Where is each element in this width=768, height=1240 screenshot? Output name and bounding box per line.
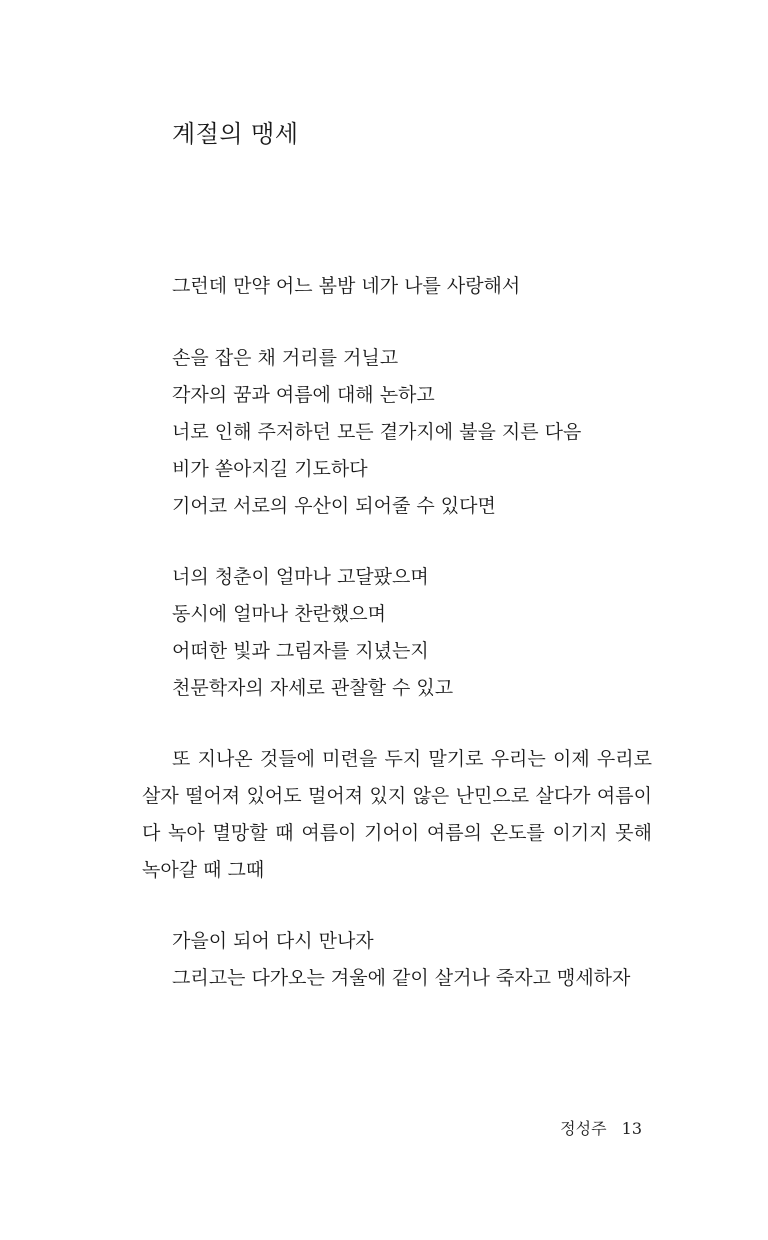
poem-title: 계절의 맹세 [172,120,299,148]
poem-line: 비가 쏟아지길 기도하다 [172,458,368,480]
page-number: 13 [621,1119,642,1138]
stanza-1 [142,268,652,305]
author-name: 정성주 [560,1119,607,1138]
stanza-5 [142,923,652,997]
poem-line: 동시에 얼마나 찬란했으며 [172,603,386,625]
poem-line: 가을이 되어 다시 만나자 [172,930,374,952]
poem-body [142,268,652,1033]
poem-line: 너로 인해 주저하던 모든 곁가지에 불을 지른 다음 [172,421,582,443]
stanza-2 [142,340,652,525]
stanza-3 [142,559,652,707]
poem-line: 손을 잡은 채 거리를 거닐고 [172,347,399,369]
poem-line: 그리고는 다가오는 겨울에 같이 살거나 죽자고 맹세하자 [172,967,631,989]
poem-line: 각자의 꿈과 여름에 대해 논하고 [172,384,435,406]
poem-line: 그런데 만약 어느 봄밤 네가 나를 사랑해서 [172,275,521,297]
poem-line: 천문학자의 자세로 관찰할 수 있고 [172,677,454,699]
poem-line: 기어코 서로의 우산이 되어줄 수 있다면 [172,495,496,517]
page-footer [560,1117,642,1141]
stanza-4 [142,741,652,889]
poem-line: 어떠한 빛과 그림자를 지녔는지 [172,640,429,662]
poem-prose-paragraph: 또 지나온 것들에 미련을 두지 말기로 우리는 이제 우리로 살자 떨어져 있어도 멀어져 있지 않은 난민으로 살다가 여름이 다 녹아 멸망할 때 여름이 기어이 여름의 온도를 이기지 못해 녹아갈 때 그때 [142,748,652,881]
poem-line: 너의 청춘이 얼마나 고달팠으며 [172,566,429,588]
